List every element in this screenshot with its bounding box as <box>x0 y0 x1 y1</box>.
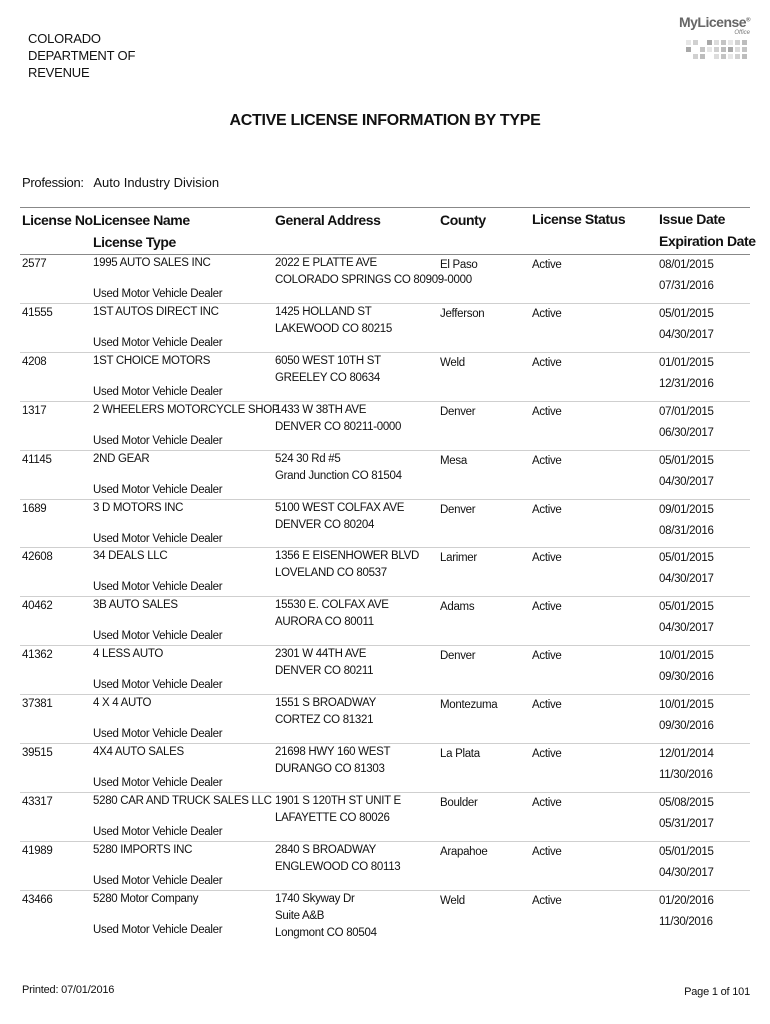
printed-date: Printed: 07/01/2016 <box>22 984 115 996</box>
address-line: 1425 HOLLAND ST <box>275 305 372 318</box>
license-type: Used Motor Vehicle Dealer <box>93 728 223 741</box>
logo-grid-square <box>721 54 726 59</box>
issue-date: 05/01/2015 <box>659 307 714 320</box>
address-line: 21698 HWY 160 WEST <box>275 746 391 758</box>
address-line: 1433 W 38TH AVE <box>275 403 367 416</box>
license-status: Active <box>532 307 562 320</box>
page-number: Page 1 of 101 <box>684 986 750 998</box>
county: Montezuma <box>440 699 498 712</box>
header-top-rule <box>20 207 750 208</box>
logo-grid-square <box>728 47 733 52</box>
county: Adams <box>440 601 475 614</box>
license-no: 1689 <box>22 502 47 515</box>
issue-date: 09/01/2015 <box>659 503 714 516</box>
org-line: REVENUE <box>28 65 90 80</box>
license-no: 1317 <box>22 404 47 417</box>
row-divider <box>20 694 750 695</box>
licensee-name: 5280 IMPORTS INC <box>93 843 193 856</box>
license-status: Active <box>532 405 562 418</box>
license-no: 42608 <box>22 551 53 564</box>
issue-date: 05/01/2015 <box>659 454 714 467</box>
address-line: GREELEY CO 80634 <box>275 371 380 384</box>
license-type: Used Motor Vehicle Dealer <box>93 777 223 789</box>
license-status: Active <box>532 650 562 663</box>
expiration-date: 05/31/2017 <box>659 817 714 830</box>
header-license-type: License Type <box>93 234 176 250</box>
expiration-date: 04/30/2017 <box>659 573 714 586</box>
header-general-address: General Address <box>275 212 381 228</box>
issue-date: 05/01/2015 <box>659 552 714 565</box>
county: El Paso <box>440 259 478 271</box>
license-no: 41362 <box>22 649 53 662</box>
issue-date: 05/08/2015 <box>659 796 714 809</box>
issue-date: 10/01/2015 <box>659 650 714 663</box>
org-line: DEPARTMENT OF <box>28 48 136 63</box>
license-status: Active <box>532 356 562 369</box>
license-no: 41145 <box>22 453 52 466</box>
header-expiration-date: Expiration Date <box>659 233 756 249</box>
header-licensee-name: Licensee Name <box>93 212 190 228</box>
licensee-name: 1995 AUTO SALES INC <box>93 257 211 269</box>
license-no: 43466 <box>22 893 53 906</box>
logo-grid-square <box>742 47 747 52</box>
license-type: Used Motor Vehicle Dealer <box>93 288 223 300</box>
header-bottom-rule <box>20 254 750 255</box>
issue-date: 07/01/2015 <box>659 405 714 418</box>
county: Arapahoe <box>440 845 488 858</box>
logo-grid-graphic <box>686 40 750 62</box>
profession-label: Profession: <box>22 175 84 190</box>
logo-grid-square <box>714 40 719 45</box>
license-no: 39515 <box>22 747 53 759</box>
address-line: AURORA CO 80011 <box>275 616 374 629</box>
license-type: Used Motor Vehicle Dealer <box>93 825 223 838</box>
license-type: Used Motor Vehicle Dealer <box>93 532 223 545</box>
county: Weld <box>440 356 465 369</box>
license-status: Active <box>532 503 562 516</box>
address-line: 1740 Skyway Dr <box>275 892 355 905</box>
row-divider <box>20 401 750 402</box>
licensee-name: 2ND GEAR <box>93 452 150 465</box>
county: Mesa <box>440 454 467 467</box>
address-line: COLORADO SPRINGS CO 80909-0000 <box>275 274 472 286</box>
license-no: 43317 <box>22 795 53 808</box>
license-no: 37381 <box>22 698 53 711</box>
licensee-name: 4 LESS AUTO <box>93 648 163 661</box>
county: Denver <box>440 503 476 516</box>
logo-text: MyLicense® <box>678 14 750 30</box>
licensee-name: 1ST AUTOS DIRECT INC <box>93 305 219 318</box>
logo-grid-square <box>714 47 719 52</box>
address-line: DENVER CO 80211-0000 <box>275 420 402 433</box>
county: Denver <box>440 650 476 663</box>
address-line: Grand Junction CO 81504 <box>275 469 402 482</box>
address-line: 2022 E PLATTE AVE <box>275 257 377 269</box>
logo-grid-square <box>700 54 705 59</box>
logo-grid-square <box>707 47 712 52</box>
expiration-date: 07/31/2016 <box>659 280 714 292</box>
expiration-date: 11/30/2016 <box>659 915 713 928</box>
expiration-date: 06/30/2017 <box>659 426 714 439</box>
license-status: Active <box>532 699 562 712</box>
row-divider <box>20 547 750 548</box>
licensee-name: 3 D MOTORS INC <box>93 501 184 514</box>
county: Jefferson <box>440 307 485 320</box>
logo-grid-square <box>714 54 719 59</box>
license-type: Used Motor Vehicle Dealer <box>93 630 223 643</box>
licensee-name: 3B AUTO SALES <box>93 599 178 612</box>
issue-date: 10/01/2015 <box>659 699 714 712</box>
logo-grid-square <box>721 40 726 45</box>
profession-value: Auto Industry Division <box>93 175 220 190</box>
address-line: 1356 E EISENHOWER BLVD <box>275 550 420 563</box>
expiration-date: 04/30/2017 <box>659 475 714 488</box>
expiration-date: 11/30/2016 <box>659 769 713 781</box>
row-divider <box>20 303 750 304</box>
county: Denver <box>440 405 476 418</box>
header-license-no: License No. <box>22 212 97 228</box>
expiration-date: 04/30/2017 <box>659 328 714 341</box>
license-no: 41555 <box>22 306 53 319</box>
address-line: 5100 WEST COLFAX AVE <box>275 501 405 514</box>
address-line: 1551 S BROADWAY <box>275 697 376 710</box>
mylicense-logo <box>646 14 756 64</box>
expiration-date: 12/31/2016 <box>659 377 714 390</box>
licensee-name: 4X4 AUTO SALES <box>93 746 184 758</box>
issue-date: 01/20/2016 <box>659 894 714 907</box>
license-type: Used Motor Vehicle Dealer <box>93 923 223 936</box>
row-divider <box>20 596 750 597</box>
logo-grid-square <box>735 47 740 52</box>
address-line: LAKEWOOD CO 80215 <box>275 322 392 335</box>
address-line: 2301 W 44TH AVE <box>275 648 367 661</box>
expiration-date: 04/30/2017 <box>659 622 714 635</box>
row-divider <box>20 499 750 500</box>
logo-grid-square <box>728 54 733 59</box>
address-line: 6050 WEST 10TH ST <box>275 354 381 367</box>
county: Larimer <box>440 552 477 565</box>
licensee-name: 2 WHEELERS MOTORCYCLE SHOP <box>93 403 280 416</box>
address-line: DENVER CO 80204 <box>275 518 375 531</box>
license-no: 4208 <box>22 355 47 368</box>
logo-grid-square <box>735 40 740 45</box>
address-line: DENVER CO 80211 <box>275 665 374 678</box>
header-county: County <box>440 212 486 228</box>
address-line: DURANGO CO 81303 <box>275 763 385 775</box>
logo-grid-square <box>693 40 698 45</box>
logo-grid-square <box>742 40 747 45</box>
license-type: Used Motor Vehicle Dealer <box>93 483 223 496</box>
issue-date: 05/01/2015 <box>659 845 714 858</box>
licensee-name: 1ST CHOICE MOTORS <box>93 354 211 367</box>
licensee-name: 4 X 4 AUTO <box>93 697 152 710</box>
license-type: Used Motor Vehicle Dealer <box>93 679 223 692</box>
issue-date: 05/01/2015 <box>659 601 714 614</box>
address-line: Suite A&B <box>275 909 325 922</box>
page-title: ACTIVE LICENSE INFORMATION BY TYPE <box>229 112 541 129</box>
expiration-date: 09/30/2016 <box>659 671 714 684</box>
license-status: Active <box>532 748 562 760</box>
license-status: Active <box>532 552 562 565</box>
address-line: 2840 S BROADWAY <box>275 843 376 856</box>
logo-grid-square <box>707 40 712 45</box>
profession-line <box>22 175 219 190</box>
logo-grid-square <box>686 40 691 45</box>
logo-grid-square <box>700 47 705 52</box>
organization-name <box>28 30 135 81</box>
logo-grid-square <box>742 54 747 59</box>
license-no: 40462 <box>22 600 53 613</box>
licensee-name: 5280 CAR AND TRUCK SALES LLC <box>93 794 272 807</box>
logo-subtext: Office <box>734 30 750 36</box>
expiration-date: 09/30/2016 <box>659 720 714 733</box>
licensee-name: 34 DEALS LLC <box>93 550 168 563</box>
county: Boulder <box>440 796 478 809</box>
logo-grid-square <box>721 47 726 52</box>
row-divider <box>20 841 750 842</box>
issue-date: 12/01/2014 <box>659 748 714 760</box>
expiration-date: 04/30/2017 <box>659 866 714 879</box>
license-status: Active <box>532 796 562 809</box>
license-no: 2577 <box>22 258 47 270</box>
licensee-name: 5280 Motor Company <box>93 892 199 905</box>
logo-grid-square <box>686 47 691 52</box>
county: Weld <box>440 894 465 907</box>
address-line: CORTEZ CO 81321 <box>275 714 374 727</box>
issue-date: 08/01/2015 <box>659 259 714 271</box>
license-status: Active <box>532 454 562 467</box>
address-line: LAFAYETTE CO 80026 <box>275 811 390 824</box>
address-line: 1901 S 120TH ST UNIT E <box>275 794 401 807</box>
license-status: Active <box>532 845 562 858</box>
header-license-status: License Status <box>532 211 626 227</box>
logo-grid-square <box>728 40 733 45</box>
expiration-date: 08/31/2016 <box>659 524 714 537</box>
license-status: Active <box>532 259 562 271</box>
row-divider <box>20 450 750 451</box>
header-issue-date: Issue Date <box>659 211 726 227</box>
address-line: LOVELAND CO 80537 <box>275 567 387 580</box>
logo-grid-square <box>735 54 740 59</box>
license-status: Active <box>532 894 562 907</box>
org-line: COLORADO <box>28 31 101 46</box>
row-divider <box>20 890 750 891</box>
row-divider <box>20 792 750 793</box>
logo-grid-square <box>693 54 698 59</box>
license-no: 41989 <box>22 844 53 857</box>
license-type: Used Motor Vehicle Dealer <box>93 581 223 594</box>
license-type: Used Motor Vehicle Dealer <box>93 336 223 349</box>
license-type: Used Motor Vehicle Dealer <box>93 874 223 887</box>
row-divider <box>20 645 750 646</box>
county: La Plata <box>440 748 480 760</box>
address-line: 524 30 Rd #5 <box>275 452 341 465</box>
address-line: Longmont CO 80504 <box>275 926 377 939</box>
address-line: 15530 E. COLFAX AVE <box>275 599 389 612</box>
row-divider <box>20 743 750 744</box>
address-line: ENGLEWOOD CO 80113 <box>275 860 401 873</box>
row-divider <box>20 352 750 353</box>
issue-date: 01/01/2015 <box>659 356 714 369</box>
license-type: Used Motor Vehicle Dealer <box>93 385 223 398</box>
license-status: Active <box>532 601 562 614</box>
license-type: Used Motor Vehicle Dealer <box>93 434 223 447</box>
